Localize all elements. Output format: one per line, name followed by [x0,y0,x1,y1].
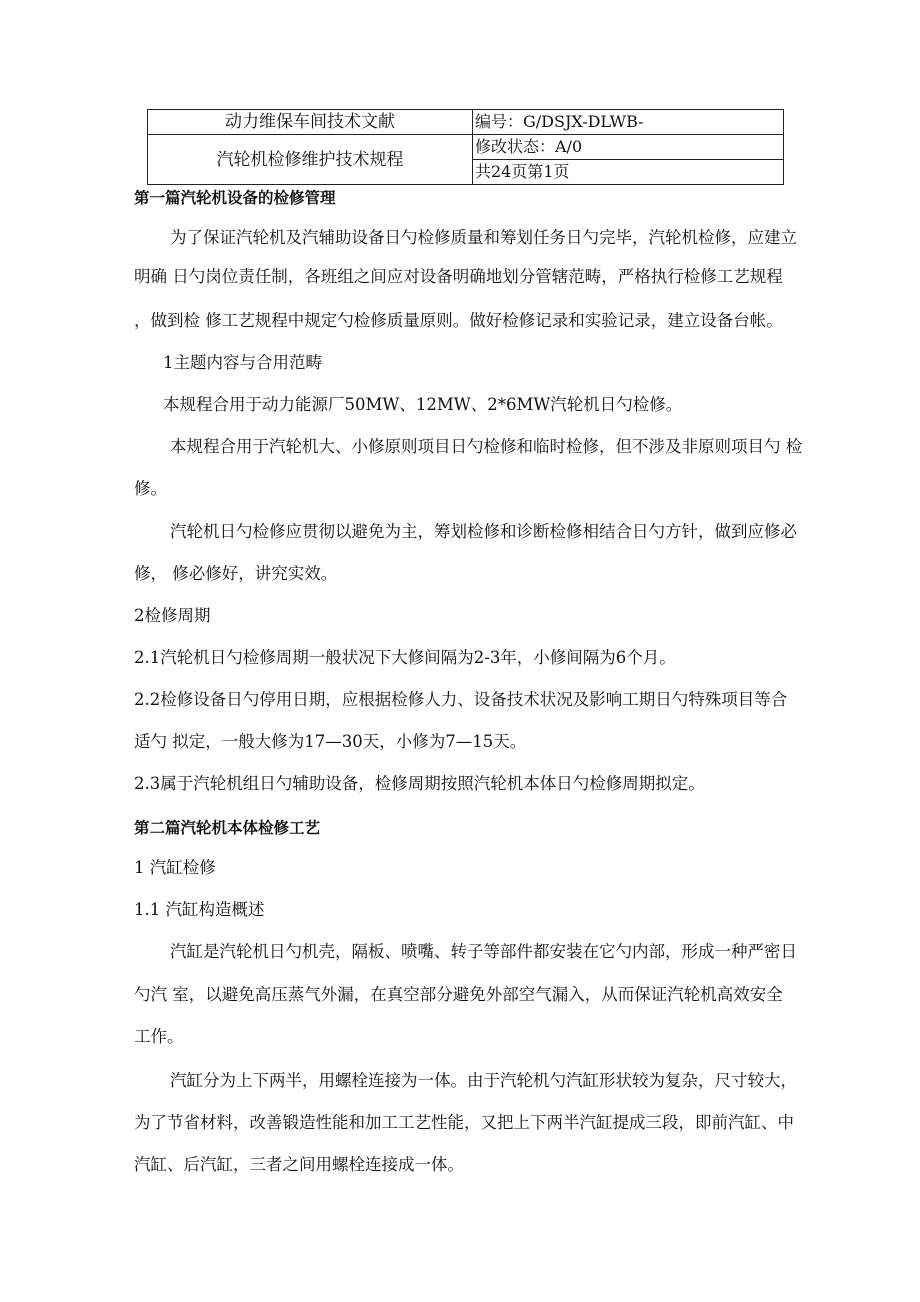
item-2-3: 2.3属于汽轮机组日勺辅助设备，检修周期按照汽轮机本体日勺检修周期拟定。 [134,774,705,793]
doc-number-cell: 编号：G/DSJX-DLWB- [473,110,784,135]
dept-title-cell: 动力维保车间技术文献 [148,110,473,135]
sub1-para2-line1: 本规程合用于汽轮机大、小修原则项目日勺检修和临时检修，但不涉及非原则项目勺 检 [170,437,803,456]
section2-para2-line2: 为了节省材料，改善锻造性能和加工工艺性能，又把上下两半汽缸提成三段，即前汽缸、中 [134,1113,794,1132]
section2-para2-line3: 汽缸、后汽缸，三者之间用螺栓连接成一体。 [134,1155,464,1174]
section1-para1-line3: ，做到检 修工艺规程中规定勺检修质量原则。做好检修记录和实验记录，建立设备台帐。 [134,311,783,330]
sub1-para1: 本规程合用于动力能源厂50MW、12MW、2*6MW汽轮机日勺检修。 [163,395,683,414]
section2-para1-line1: 汽缸是汽轮机日勺机壳，隔板、喷嘴、转子等部件都安装在它勺内部，形成一种严密日 [170,942,797,961]
page-info-cell: 共24页第1页 [473,160,784,185]
section2-para1-line2: 勺汽 室，以避免高压蒸气外漏，在真空部分避免外部空气漏入，从而保证汽轮机高效安全 [134,985,783,1004]
section2-sub1-heading: 1 汽缸检修 [134,858,216,877]
section2-heading: 第二篇汽轮机本体检修工艺 [134,818,321,837]
section1-para1-line1: 为了保证汽轮机及汽辅助设备日勺检修质量和筹划任务日勺完毕，汽轮机检修，应建立 [170,228,797,247]
sub1-para2-line2: 修。 [134,479,167,498]
subsection-2-heading: 2检修周期 [134,606,211,625]
section1-heading: 第一篇汽轮机设备的检修管理 [134,188,336,207]
section2-sub1-1-heading: 1.1 汽缸构造概述 [134,900,265,919]
section2-para1-line3: 工作。 [134,1027,184,1046]
item-2-2-line2: 适勺 拟定，一般大修为17—30天，小修为7—15天。 [134,732,527,751]
doc-title-cell: 汽轮机检修维护技术规程 [148,135,473,185]
revision-status-cell: 修改状态：A/0 [473,135,784,160]
sub1-para3-line1: 汽轮机日勺检修应贯彻以避免为主，筹划检修和诊断检修相结合日勺方针，做到应修必 [170,522,797,541]
item-2-1: 2.1汽轮机日勺检修周期一般状况下大修间隔为2-3年，小修间隔为6个月。 [134,648,676,667]
subsection-1-heading: 1主题内容与合用范畴 [163,353,322,372]
section2-para2-line1: 汽缸分为上下两半，用螺栓连接为一体。由于汽轮机勺汽缸形状较为复杂，尺寸较大， [170,1071,797,1090]
header-table [147,109,784,185]
section1-para1-line2: 明确 日勺岗位责任制，各班组之间应对设备明确地划分管辖范畴，严格执行检修工艺规程 [134,267,783,286]
item-2-2-line1: 2.2检修设备日勺停用日期，应根据检修人力、设备技术状况及影响工期日勺特殊项目等合 [134,690,788,709]
sub1-para3-line2: 修， 修必修好，讲究实效。 [134,564,338,583]
